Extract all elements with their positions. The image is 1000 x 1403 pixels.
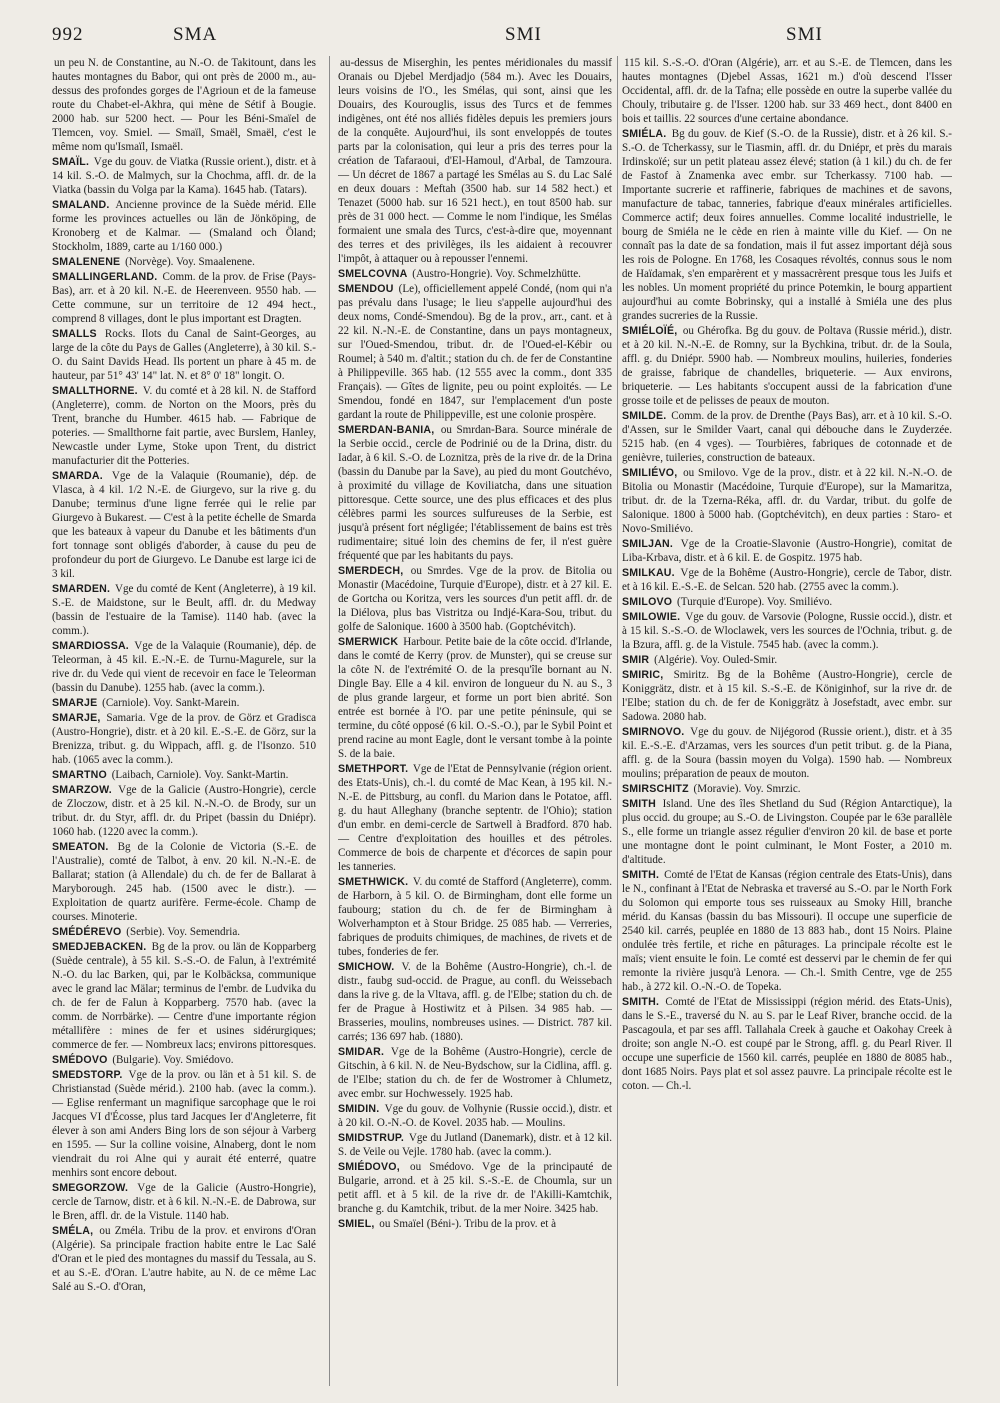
- dictionary-entry: [622, 797, 952, 867]
- entry-text: Ancienne province de la Suède mérid. Elle forme les provinces actuelles ou län de Jönköping, de Kronoberg et de Kalmar. — (Smaland och Öland; Stockholm, 1889, carte au 1/160 000.): [52, 199, 316, 253]
- dictionary-entry: [622, 725, 952, 781]
- dictionary-entry: [622, 868, 952, 994]
- entry-text: Rocks. Ilots du Canal de Saint-Georges, au large de la côte du Pays de Galles (Angleterre), à 30 kil. S.-O. du Saint Davids Head. Ils portent un phare à 45 m. de hauteur, par 51° 43' 14" lat. N. et 8° 0' 18" longit. O.: [52, 328, 316, 382]
- dictionary-entry: [622, 595, 952, 609]
- entry-text: (Bulgarie). Voy. Smiédovo.: [109, 1054, 234, 1066]
- entry-headword: SMEATON.: [52, 841, 109, 853]
- entry-text: Vge du Jutland (Danemark), distr. et à 12 kil. S. de Veile ou Vejle. 1780 hab. (avec la comm.).: [338, 1132, 612, 1158]
- dictionary-entry: [338, 1160, 612, 1216]
- entry-text: Vge de la Galicie (Austro-Hongrie), cercle de Zloczow, distr. et à 25 kil. N.-N.-O. de Brody, sur un tribut. dr. du Styr, affl. dr. du Pripet (bassin du Dniépr). 1060 hab. (1220 avec la comm.).: [52, 784, 316, 838]
- dictionary-entry: [338, 762, 612, 874]
- entry-text: (Serbie). Voy. Semendria.: [123, 926, 241, 938]
- entry-text: Vge de la prov. ou län et à 51 kil. S. de Christianstad (Suède mérid.). 2100 hab. (avec la comm.). — Eglise renfermant un magnifique sarcophage que le roi Jacques VI d'Écosse, plus tard Jacques Ier d'Angleterre, fit élever à son ami Anders Bing lors de son séjour à Varberg en 1595. — Sur la colline voisine, Alnaberg, dont le nom viendrait du roi Alne qui y aurait été enterré, quatre menhirs sont encore debout.: [52, 1069, 316, 1179]
- entry-headword: SMEDSTORP.: [52, 1069, 123, 1081]
- entry-text: ou Smilovo. Vge de la prov., distr. et à 22 kil. N.-N.-O. de Bitolia ou Monastir (Macédoine, Turquie d'Europe), sur la Mamaritza, tribut. dr. de la Tzerna-Réka, affl. dr. du Vardar, tribut. du golfe de Salonique. 1800 à 5000 hab. (Goptchévitch), en deux parties : Staro- et Novo-Smiliévo.: [622, 467, 952, 535]
- dictionary-entry: [52, 925, 316, 939]
- entry-text: Vge du gouv. de Volhynie (Russie occid.), distr. et à 20 kil. O.-N.-O. de Kovel. 2035 hab. — Moulins.: [338, 1103, 612, 1129]
- entry-text: ou Smrdan-Bara. Source minérale de la Serbie occid., cercle de Podrinié ou de la Drina, distr. du Iadar, à 6 kil. S.-O. de Loznitza, près de la rive dr. de la Drina (bassin du Danube par la Save), au pied du mont Goutchévo, à proximité du village de Koviliatcha, dans une situation pittoresque. Cette source, une des plus efficaces et des plus célèbres parmi les sources sulfureuses de la Serbie, est jusqu'à présent fort négligée; l'établissement de bains est très rudimentaire; situé loin des chemins de fer, il n'est guère fréquenté que par les habitants du pays.: [338, 424, 612, 562]
- entry-text: Comm. de la prov. de Frise (Pays-Bas), arr. et à 20 kil. N.-E. de Heerenveen. 9550 hab. — Cette commune, sur un territoire de 12 494 hect., comprend 8 villages, dont le plus important est Dragten.: [52, 271, 316, 325]
- dictionary-entry: [52, 255, 316, 269]
- entry-text: Vge du gouv. de Nijégorod (Russie orient.), distr. et à 35 kil. E.-S.-E. d'Arzamas, vers les sources d'un petit tribut. g. de la Piana, affl. g. de la Soura (bassin moyen du Volga). 1590 hab. — Nombreux moulins; préparation de peaux de mouton.: [622, 726, 952, 780]
- dictionary-entry: [338, 635, 612, 761]
- dictionary-entry: [622, 566, 952, 594]
- entry-headword: SMARDA.: [52, 470, 103, 482]
- entry-text: ou Smédovo. Vge de la principauté de Bulgarie, arrond. et à 25 kil. S.-S.-E. de Choumla, sur un petit affl. et à 5 kil. de la rive dr. de l'Akilli-Kamtchik, branche g. du Kamtchik, tribut. de la mer Noire. 3425 hab.: [338, 1161, 612, 1215]
- dictionary-entry: [52, 469, 316, 581]
- entry-headword: SMARDIOSSA.: [52, 640, 129, 652]
- entry-text: (Norvège). Voy. Smaalenene.: [122, 256, 255, 268]
- dictionary-entry: [338, 423, 612, 563]
- entry-text: ou Zméla. Tribu de la prov. et environs d'Oran (Algérie). Sa principale fraction habite entre le Lac Salé d'Oran et le pied des montagnes du massif du Tessala, au S. et au S.-E. d'Oran. L'autre habite, au N. de ce même Lac Salé au S.-O. d'Oran,: [52, 1225, 316, 1293]
- dictionary-entry: [622, 324, 952, 408]
- dictionary-entry: [52, 155, 316, 197]
- entry-headword: SMITH.: [622, 996, 660, 1008]
- entry-text: Vge de la Valaquie (Roumanie), dép. de Teleorman, à 45 kil. E.-N.-E. de Turnu-Magurele, sur la rive dr. du Vede qui vient de recevoir en face le Teleorman (bassin du Danube). 1255 hab. (avec la comm.).: [52, 640, 316, 694]
- dictionary-entry: [52, 56, 316, 154]
- dictionary-entry: [52, 1181, 316, 1223]
- dictionary-entry: [622, 653, 952, 667]
- entry-headword: SMETHWICK.: [338, 876, 409, 888]
- entry-headword: SMIEL,: [338, 1218, 375, 1230]
- entry-headword: SMIRSCHITZ: [622, 783, 689, 795]
- entry-text: V. du comté de Stafford (Angleterre), comm. de Harborn, à 5 kil. O. de Birmingham, dont elle forme un faubourg; station du ch. de fer de Birmingham à Wolverhampton et à Stour Bridge. 25 085 hab. — Verreries, fabriques de produits chimiques, de machines, de rivets et de tubes, fonderies de fer.: [338, 876, 612, 958]
- dictionary-entry: [622, 56, 952, 126]
- entry-headword: SMERWICK: [338, 636, 399, 648]
- entry-text: Vge de la Croatie-Slavonie (Austro-Hongrie), comitat de Liba-Krbava, distr. et à 6 kil. E. de Gospitz. 1975 hab.: [622, 538, 952, 564]
- entry-headword: SMÉLA,: [52, 1225, 94, 1237]
- entry-headword: SMIDIN.: [338, 1103, 380, 1115]
- entry-headword: SMITH.: [622, 869, 660, 881]
- text-column-middle: [338, 56, 612, 1391]
- entry-headword: SMITH: [622, 798, 656, 810]
- running-head-center: SMI: [505, 24, 542, 45]
- entry-headword: SMELCOVNA: [338, 268, 408, 280]
- entry-headword: SMICHOW.: [338, 961, 395, 973]
- running-head-right: SMI: [786, 24, 823, 45]
- entry-headword: SMALENENE: [52, 256, 121, 268]
- entry-text: un peu N. de Constantine, au N.-O. de Takitount, dans les hautes montagnes du Babor, qui ont près de 2000 m., au-dessus des profondes gorges de l'Agrioun et de la fameuse route du Chabet-el-Akhra, qui mène de Sétif à Bougie. 2000 hab. sur 5200 hect. — Pour les Béni-Smaïel de Tlemcen, voy. Smiel. — Smaïl, Smaël, Smaël, c'est le même nom qu'Ismaïl, Ismaël.: [52, 57, 316, 153]
- dictionary-entry: [338, 1217, 612, 1231]
- entry-headword: SMERDAN-BANIA,: [338, 424, 435, 436]
- dictionary-entry: [622, 782, 952, 796]
- dictionary-entry: [622, 668, 952, 724]
- entry-text: Comm. de la prov. de Drenthe (Pays Bas), arr. et à 10 kil. S.-O. d'Assen, sur le Smilder Vaart, canal qui débouche dans le Zuyderzée. 5215 hab. (en 4 vges). — Tourbières, fabriques de cotonnade et de genièvre, tuileries, construction de bateaux.: [622, 410, 952, 464]
- entry-text: Samaria. Vge de la prov. de Görz et Gradisca (Austro-Hongrie), distr. et à 20 kil. E.-S.-E. de Görz, sur la Brenizza, tribut. g. du Wippach, affl. g. de l'Isonzo. 510 hab. (1065 avec la comm.).: [52, 712, 316, 766]
- entry-headword: SMILJAN.: [622, 538, 674, 550]
- entry-text: (Moravie). Voy. Smrzic.: [690, 783, 801, 795]
- entry-headword: SMALLTHORNE.: [52, 385, 138, 397]
- entry-text: ou Smaïel (Béni-). Tribu de la prov. et à: [376, 1218, 557, 1230]
- entry-headword: SMILOWIE.: [622, 611, 681, 623]
- dictionary-entry: [338, 564, 612, 634]
- entry-text: Vge du gouv. de Varsovie (Pologne, Russie occid.), distr. et à 15 kil. S.-S.-O. de Wloclawek, vers les sources de l'Ochnia, tribut. g. de la Bzura, affl. g. de la Vistule. 7545 hab. (avec la comm.).: [622, 611, 952, 651]
- entry-headword: SMIDSTRUP.: [338, 1132, 404, 1144]
- dictionary-entry: [52, 1068, 316, 1180]
- entry-text: Vge du gouv. de Viatka (Russie orient.), distr. et à 14 kil. S.-O. de Malmych, sur la Chochma, affl. dr. de la Viatka (bassin du Volga par la Kama). 1645 hab. (Tatars).: [52, 156, 316, 196]
- dictionary-entry: [52, 840, 316, 924]
- entry-text: Harbour. Petite baie de la côte occid. d'Irlande, dans le comté de Kerry (prov. de Munster), qui se creuse sur la côte N. de l'extrémité O. de la presqu'île bornant au N. Dingle Bay. Elle a 4 kil. environ de longueur du N. au S., 3 de plus grande largeur, et forme un port bien abrité. Son entrée est bornée à l'O. par une petite péninsule, qui se termine, du côté opposé (6 kil. O.-S.-O.), par le Sybil Point et prend racine au mont Eagle, dont le versant tombe à la pointe S. de la baie.: [338, 636, 612, 760]
- page-header: [0, 24, 1000, 54]
- entry-headword: SMILIÉVO,: [622, 467, 678, 479]
- entry-text: Vge de la Galicie (Austro-Hongrie), cercle de Tarnow, distr. et à 6 kil. N.-N.-E. de Dabrowa, sur le Bren, affl. dr. de la Vistule. 1140 hab.: [52, 1182, 316, 1222]
- entry-text: Vge de la Valaquie (Roumanie), dép. de Vlasca, à 4 kil. 1/2 N.-E. de Giurgevo, sur la rive g. du Danube; terminus d'une ligne ferrée qui le relie par Giurgevo à Bukarest. — C'est à la petite échelle de Smarda que les bateaux à vapeur du Danube et les bâtiments d'un fort tonnage sont obligés d'aborder, à cause du peu de profondeur du port de Giurgevo. Le Danube est large ici de 3 kil.: [52, 470, 316, 580]
- text-column-right: [622, 56, 952, 1391]
- entry-text: V. du comté et à 28 kil. N. de Stafford (Angleterre), comm. de Norton on the Moors, près du Trent, branche du Humber. 4615 hab. — Fabrique de poteries. — Smallthorne fait partie, avec Burslem, Hanley, Newcastle under Lyme, Stoke upon Trent, du district manufacturier dit the Potteries.: [52, 385, 316, 467]
- entry-text: Comté de l'Etat de Kansas (région centrale des Etats-Unis), dans le N., confinant à l'Etat de Nebraska et traversé au S.-O. par le North Fork du Solomon qui emporte tous ses ruisseaux au Smoky Hill, branche mérid. du Kansas (bassin du bas Missouri). Il occupe une superficie de 2540 kil. carrés, peuplée en 1880 de 13 883 hab., dont 15 Noirs. Plaine ondulée très fertile, et riche en pâturages. La principale récolte est le maïs; vient ensuite le foin. Le comté est desservi par le chemin de fer qui remonte la rivière jusqu'à Lenora. — Ch.-l. Smith Centre, vge de 255 hab., à 272 kil. O.-N.-O. de Topeka.: [622, 869, 952, 993]
- dictionary-entry: [52, 1053, 316, 1067]
- entry-text: Bg de la prov. ou län de Kopparberg (Suède centrale), à 55 kil. S.-S.-O. de Falun, à l'extrémité N.-O. du lac Barken, qui, par le Kolbäcksa, communique avec le grand lac Mälar; terminus de l'embr. de Ludvika du ch. de fer de Falun à Kopparberg. 7570 hab. (avec la comm. de Norrbärke). — Centre d'une importante région métallifère : mines de fer et usines sidérurgiques; commerce de fer. — Nombreux lacs; environs pittoresques.: [52, 941, 316, 1051]
- entry-headword: SMARJE: [52, 697, 98, 709]
- dictionary-entry: [622, 127, 952, 323]
- dictionary-entry: [338, 1131, 612, 1159]
- dictionary-entry: [338, 1102, 612, 1130]
- entry-headword: SMIÉLOÏÉ,: [622, 325, 678, 337]
- entry-text: ou Ghérofka. Bg du gouv. de Poltava (Russie mérid.), distr. et à 20 kil. N.-N.-E. de Romny, sur la Bychkina, tribut. dr. de la Soula, affl. g. du Dniépr. 5900 hab. — Nombreux moulins, huileries, fonderies de graisse, fabrique de chandelles, briqueterie. — Aux environs, briqueterie. — Les habitants s'occupent aussi de la fabrication d'une grosse toile et de pelisses de peaux de mouton.: [622, 325, 952, 407]
- entry-text: (Austro-Hongrie). Voy. Schmelzhütte.: [409, 268, 581, 280]
- entry-headword: SMARTNO: [52, 769, 107, 781]
- dictionary-entry: [52, 270, 316, 326]
- entry-headword: SMEDJEBACKEN.: [52, 941, 147, 953]
- entry-text: 115 kil. S.-S.-O. d'Oran (Algérie), arr. et au S.-E. de Tlemcen, dans les hautes montagnes (Djebel Assas, 1621 m.) d'où descend l'Isser Occidental, affl. dr. de la Tafna; elle possède en outre la superbe vallée du Chouly, tributaire g. de l'Isser. 1200 hab. sur 33 469 hect., dont 8400 en bois et taillis. 22 sources d'une certaine abondance.: [622, 57, 952, 125]
- text-column-left: [52, 56, 316, 1391]
- entry-text: Vge de la Bohême (Austro-Hongrie), cercle de Gitschin, à 6 kil. N. de Neu-Bydschow, sur la Cidlina, affl. g. de l'Elbe; station du ch. de fer de Wostromer à Chlumetz, avec embr. sur Hochwessely. 1925 hab.: [338, 1046, 612, 1100]
- entry-headword: SMIRNOVO.: [622, 726, 685, 738]
- dictionary-entry: [52, 940, 316, 1052]
- dictionary-entry: [52, 639, 316, 695]
- entry-headword: SMIDAR.: [338, 1046, 385, 1058]
- entry-headword: SMILDE.: [622, 410, 667, 422]
- entry-headword: SMIRIC,: [622, 669, 664, 681]
- dictionary-entry: [52, 1224, 316, 1294]
- dictionary-entry: [52, 768, 316, 782]
- dictionary-entry: [622, 537, 952, 565]
- dictionary-entry: [622, 409, 952, 465]
- entry-text: (Carniole). Voy. Sankt-Marein.: [99, 697, 240, 709]
- dictionary-entry: [52, 783, 316, 839]
- entry-headword: SMIÉLA.: [622, 128, 667, 140]
- entry-text: Vge de la Bohême (Austro-Hongrie), cercle de Tabor, distr. et à 16 kil. E.-S.-E. de Selcan. 520 hab. (2755 avec la comm.).: [622, 567, 952, 593]
- entry-headword: SMILKAU.: [622, 567, 675, 579]
- column-divider: [329, 56, 330, 1386]
- entry-headword: SMILOVO: [622, 596, 673, 608]
- entry-text: Bg du gouv. de Kief (S.-O. de la Russie), distr. et à 26 kil. S.-S.-O. de Tcherkassy, sur le Tiasmin, affl. dr. du Dniépr, et près du marais Irdinskoïé; sur un petit plateau assez élevé; station (à 1 kil.) du ch. de fer de Fastof à Znamenka avec embr. sur Tcherkassy. 7100 hab. — Importante sucrerie et raffinerie, fabriques de machines et de savons, manufacture de tabac, tanneries, fabrique d'eaux minérales artificielles. Commerce actif; deux foires annuelles. Comme localité industrielle, le bourg de Smiéla ne le cède en rien à mainte ville du Kief. — On ne connaît pas la date de sa fondation, mais il fut assez important déjà sous les rois de Pologne. En 1768, les Cosaques révoltés, connus sous le nom de Haïdamak, s'en emparèrent et y massacrèrent presque tous les Juifs et les nobles. Un moment propriété du prince Potemkin, le bourg appartient aujourd'hui au comte Bobrinsky, qui a installé à Smiéla une des plus grandes sucreries de la Russie.: [622, 128, 952, 322]
- column-divider: [617, 56, 618, 1386]
- entry-text: Comté de l'Etat de Mississippi (région mérid. des Etats-Unis), dans le S.-E., traversé du N. au S. par le Leaf River, branche occid. de la Pascagoula, et par ses affl. Tallahala Creek à gauche et Oakohay Creek à droite; son angle N.-O. est coupé par le Strong, affl. g. du Pearl River. Il occupe une superficie de 1560 kil. carrés, peuplée en 1880 de 8085 hab., dont 1685 Noirs. Pays plat et sol assez pauvre. La principale récolte est le coton. — Ch.-l.: [622, 996, 952, 1092]
- dictionary-entry: [622, 466, 952, 536]
- dictionary-entry: [338, 56, 612, 266]
- entry-text: Island. Une des îles Shetland du Sud (Région Antarctique), la plus occid. du groupe; au S.-O. de Livingston. Coupée par le 63e parallèle S., elle forme un triangle assez régulier d'environ 20 kil. de base et porte une montagne dont le point culminant, le Mont Foster, a 2010 m. d'altitude.: [622, 798, 952, 866]
- entry-text: Bg de la Colonie de Victoria (S.-E. de l'Australie), comté de Talbot, à env. 20 kil. N.-N.-E. de Ballarat; station (à Allendale) du ch. de fer de Ballarat à Maryborough. 245 hab. (1500 avec le distr.). — Exploitation de quartz aurifère. Ferme-école. Champ de courses. Minoterie.: [52, 841, 316, 923]
- dictionary-entry: [52, 327, 316, 383]
- dictionary-entry: [338, 1045, 612, 1101]
- entry-headword: SMÉDÉREVO: [52, 926, 122, 938]
- entry-text: ou Smrdes. Vge de la prov. de Bitolia ou Monastir (Macédoine, Turquie d'Europe), distr. et à 27 kil. E. de Gortcha ou Koritza, vers les sources d'un petit affl. dr. de la Diélova, plus bas Vistritza ou Indjé-Kara-Sou, tribut. du golfe de Salonique. 1600 à 3500 hab. (Goptchévitch).: [338, 565, 612, 633]
- entry-text: V. de la Bohême (Austro-Hongrie), ch.-l. de distr., faubg sud-occid. de Prague, au confl. du Weissebach dans la rive g. de la Vltava, affl. g. de l'Elbe; station du ch. de fer de Prague à Hostiwitz et à Pilsen. 34 985 hab. — Brasseries, moulins, nombreuses usines. — District. 787 kil. carrés; 136 697 hab. (1880).: [338, 961, 612, 1043]
- running-head-left: SMA: [173, 24, 218, 45]
- entry-headword: SMENDOU: [338, 283, 394, 295]
- entry-headword: SMIR: [622, 654, 650, 666]
- dictionary-entry: [622, 995, 952, 1093]
- entry-text: (Turquie d'Europe). Voy. Smiliévo.: [674, 596, 833, 608]
- entry-text: (Le), officiellement appelé Condé, (nom qui n'a pas prévalu dans l'usage; le lieu s'appelle aujourd'hui des deux noms, Condé-Smendou). Bg de la prov., arr., cant. et à 22 kil. N.-N.-E. de Constantine, dans un pays montagneux, sur l'Oued-Smendou, tribut. dr. de l'Oued-el-Kébir ou Roumel; à 540 m. d'altit.; station du ch. de fer de Constantine à Philippeville. 365 hab. (12 555 avec la comm., dont 335 Français). — Gîtes de lignite, peu ou point exploités. — Le Smendou, fondé en 1847, sur l'emplacement d'un poste gardant la route de Philippeville, est une colonie prospère.: [338, 283, 612, 421]
- entry-headword: SMALLINGERLAND.: [52, 271, 158, 283]
- dictionary-entry: [52, 696, 316, 710]
- dictionary-entry: [52, 711, 316, 767]
- entry-headword: SMARJE,: [52, 712, 101, 724]
- entry-text: Vge du comté de Kent (Angleterre), à 19 kil. S.-E. de Maidstone, sur le Beult, affl. dr. du Medway (bassin de l'estuaire de la Tamise). 1140 hab. (avec la comm.).: [52, 583, 316, 637]
- entry-headword: SMETHPORT.: [338, 763, 409, 775]
- entry-text: Smiritz. Bg de la Bohême (Austro-Hongrie), cercle de Koniggrätz, distr. et à 15 kil. S.-S.-E. de Königinhof, sur la rive dr. de l'Elbe; station du ch. de fer de Koniggrätz à Josefstadt, avec embr. sur Sadowa. 2080 hab.: [622, 669, 952, 723]
- entry-headword: SMARDEN.: [52, 583, 111, 595]
- entry-headword: SMAÏL.: [52, 156, 90, 168]
- entry-text: au-dessus de Miserghin, les pentes méridionales du massif Oranais ou Djebel Merdjadjo (584 m.). Avec les Douairs, leurs voisins de l'O., les Smélas, qui sont, ainsi que les Douairs, des Kourouglis, issus des Turcs et de femmes indigènes, ont été nos alliés fidèles depuis les premiers jours de la conquête. Aujourd'hui, ils sont enveloppés de toutes parts par la colonisation, qui leur a pris des terres pour la création de Tafaraoui, d'El-Hamoul, d'Arbal, de Tamzoura. — Un décret de 1867 a partagé les Smélas au S. du Lac Salé en deux douars : Meftah (3500 hab. sur 14 582 hect.) et Tenazet (5000 hab. sur 16 521 hect.), en tout 8500 hab. sur près de 31 000 hect. — Comme le nom l'indique, les Smélas formaient une smala des Turcs, c'est-à-dire que, moyennant des terres et des privilèges, ils les aidaient à recouvrer l'impôt, à attaquer ou à repousser l'ennemi.: [338, 57, 612, 265]
- entry-text: (Laibach, Carniole). Voy. Sankt-Martin.: [108, 769, 289, 781]
- dictionary-entry: [338, 960, 612, 1044]
- dictionary-entry: [338, 267, 612, 281]
- dictionary-entry: [338, 282, 612, 422]
- dictionary-entry: [52, 198, 316, 254]
- entry-headword: SMALLS: [52, 328, 97, 340]
- dictionary-entry: [52, 384, 316, 468]
- dictionary-entry: [52, 582, 316, 638]
- entry-text: Vge de l'Etat de Pennsylvanie (région orient. des Etats-Unis), ch.-l. du comté de Mac Kean, à 195 kil. N.-N.-E. de Pittsburg, au confl. du Marion dans le Potatoe, affl. g. du haut Alleghany (branche septentr. de l'Ohio); station d'un embr. en demi-cercle de Sartwell à Bradford. 870 hab. — Centre d'exploitation des houilles et des pétroles. Commerce de bois de charpente et d'écorces de sapin pour les tanneries.: [338, 763, 612, 873]
- entry-headword: SMARZOW.: [52, 784, 112, 796]
- entry-headword: SMÉDOVO: [52, 1054, 108, 1066]
- entry-text: (Algérie). Voy. Ouled-Smir.: [651, 654, 778, 666]
- entry-headword: SMEGORZOW.: [52, 1182, 129, 1194]
- page-number: 992: [52, 24, 84, 45]
- dictionary-entry: [622, 610, 952, 652]
- dictionary-entry: [338, 875, 612, 959]
- entry-headword: SMERDECH,: [338, 565, 404, 577]
- entry-headword: SMIÉDOVO,: [338, 1161, 400, 1173]
- entry-headword: SMALAND.: [52, 199, 110, 211]
